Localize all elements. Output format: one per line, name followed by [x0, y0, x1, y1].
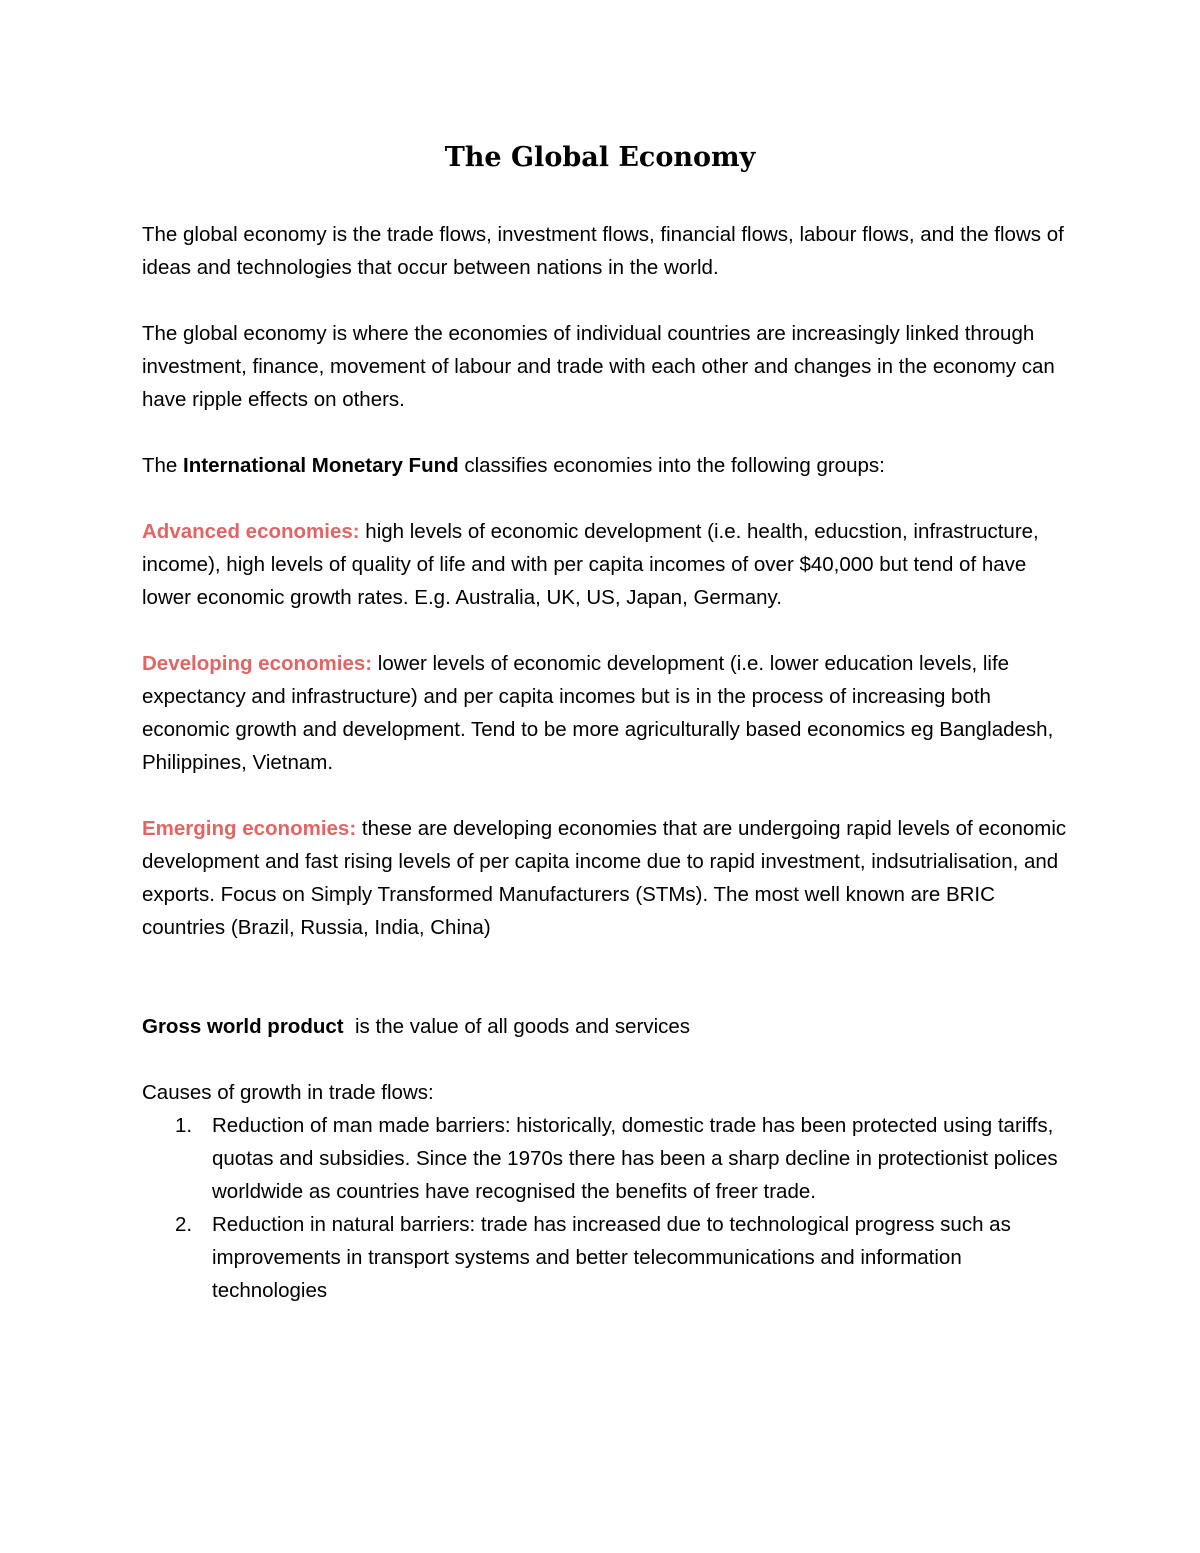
- advanced-economies-paragraph: [142, 515, 1072, 614]
- imf-prefix: The: [142, 454, 184, 477]
- emerging-economies-paragraph: [142, 812, 1072, 944]
- document-title: The Global Economy: [444, 142, 756, 173]
- imf-suffix: classifies economies into the following groups:: [458, 454, 885, 477]
- emerging-economies-term: Emerging economies:: [142, 817, 357, 840]
- intro-paragraph-2: The global economy is where the economies of individual countries are increasingly linked through investment, finance, movement of labour and trade with each other and changes in the economy can have ripple effects on others.: [142, 322, 1055, 411]
- imf-name: International Monetary Fund: [183, 454, 459, 477]
- list-item-number: 2.: [175, 1213, 193, 1236]
- developing-economies-term: Developing economies:: [142, 652, 373, 675]
- advanced-economies-text: high levels of economic development (i.e. health, educstion, infrastructure, income), high levels of quality of life and with per capita incomes of over $40,000 but tend of have lower economic growth rates. E.g. Australia, UK, US, Japan, Germany.: [142, 520, 1039, 609]
- list-item-text: Reduction of man made barriers: historically, domestic trade has been protected using tariffs, quotas and subsidies. Since the 1970s there has been a sharp decline in protectionist polices worldwide as countries have recognised the benefits of freer trade.: [212, 1114, 1058, 1203]
- gwp-paragraph: [142, 1010, 1072, 1043]
- emerging-economies-text: these are developing economies that are undergoing rapid levels of economic development and fast rising levels of per capita income due to rapid investment, indsutrialisation, and exports. Focus on Simply Transformed Manufacturers (STMs). The most well known are BRIC countries (Brazil, Russia, India, China): [142, 817, 1067, 939]
- causes-list: [142, 1109, 1072, 1307]
- gwp-term: Gross world product: [142, 1015, 344, 1038]
- causes-heading: Causes of growth in trade flows:: [142, 1081, 434, 1104]
- advanced-economies-term: Advanced economies:: [142, 520, 360, 543]
- intro-paragraph-1: The global economy is the trade flows, investment flows, financial flows, labour flows, and the flows of ideas and technologies that occur between nations in the world.: [142, 223, 1064, 279]
- list-item-text: Reduction in natural barriers: trade has increased due to technological progress such as improvements in transport systems and better telecommunications and information technologies: [212, 1213, 1011, 1302]
- imf-paragraph: [142, 449, 1072, 482]
- list-item-number: 1.: [175, 1114, 193, 1137]
- developing-economies-paragraph: [142, 647, 1072, 779]
- gwp-text: is the value of all goods and services: [343, 1015, 691, 1038]
- document-body: [142, 218, 1072, 1307]
- list-item: [175, 1208, 1072, 1307]
- developing-economies-text: lower levels of economic development (i.e. lower education levels, life expectancy and infrastructure) and per capita incomes but is in the process of increasing both economic growth and development. Tend to be more agriculturally based economics eg Bangladesh, Philippines, Vietnam.: [142, 652, 1054, 774]
- list-item: [175, 1109, 1072, 1208]
